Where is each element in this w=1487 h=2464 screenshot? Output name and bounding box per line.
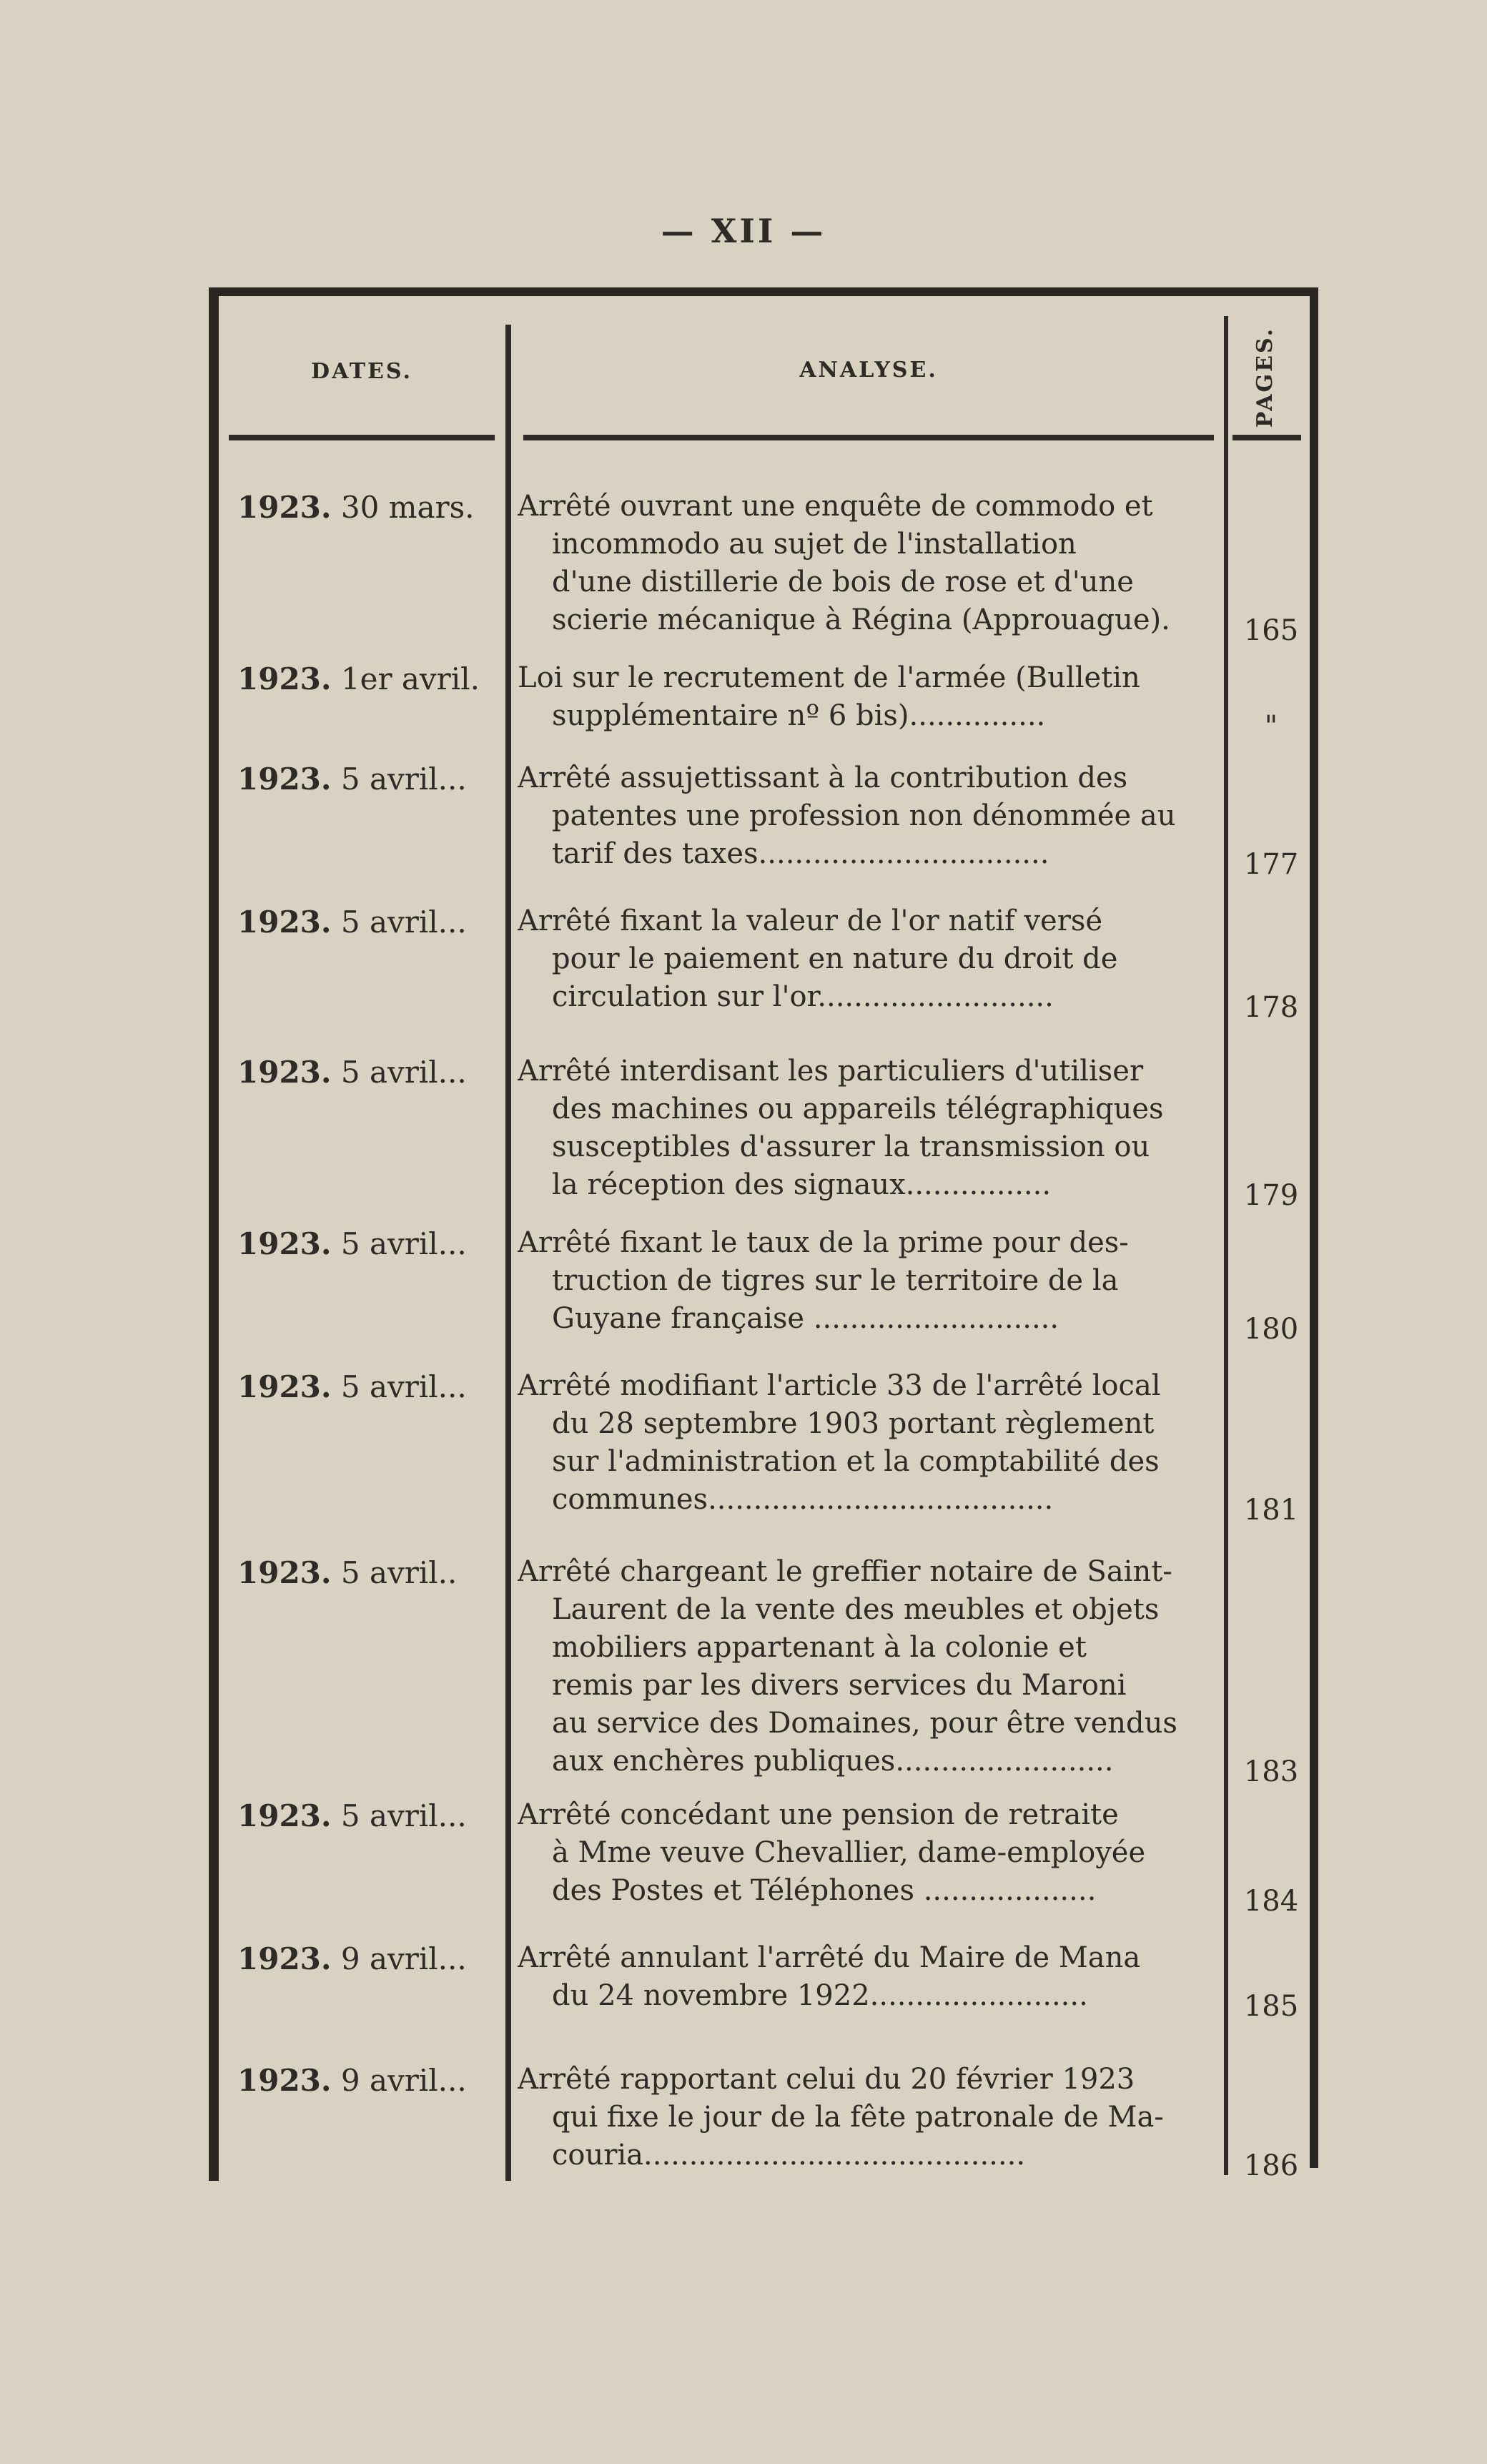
analysis-line: Arrêté interdisant les particuliers d'utiliser (518, 1055, 1144, 1088)
analysis-line: Arrêté annulant l'arrêté du Maire de Mana (518, 1941, 1141, 1974)
entry-page: 180 (1243, 1313, 1299, 1346)
entry-day: 5 avril... (331, 1369, 467, 1404)
left-rule (209, 287, 219, 2181)
analysis-line: des machines ou appareils télégraphiques (552, 1093, 1164, 1125)
entry-year: 1923. (237, 1226, 332, 1261)
entry-year: 1923. (237, 1798, 332, 1833)
analysis-line: Arrêté chargeant le greffier notaire de Saint- (518, 1555, 1172, 1588)
entry-year: 1923. (237, 1555, 332, 1590)
index-table (209, 287, 1318, 2181)
entry-day: 9 avril... (331, 1941, 467, 1976)
analysis-line: supplémentaire nº 6 bis)............... (552, 699, 1046, 732)
analysis-line: sur l'administration et la comptabilité des (552, 1445, 1160, 1478)
analysis-line: au service des Domaines, pour être vendus (552, 1707, 1177, 1740)
entry-analysis (518, 1939, 1224, 2015)
entry-date (237, 1553, 509, 1593)
entry-analysis (518, 1224, 1224, 1338)
column-divider-pages (1224, 316, 1228, 2175)
entry-date (237, 1796, 509, 1836)
entry-analysis (518, 1796, 1224, 1910)
entry-date (237, 1053, 509, 1093)
header-dates: DATES. (311, 359, 412, 384)
entry-date (237, 759, 509, 799)
analysis-line: Guyane française ........................... (552, 1302, 1059, 1335)
page-number: — XII — (661, 212, 826, 250)
analysis-line: Laurent de la vente des meubles et objets (552, 1593, 1160, 1626)
entry-page: 177 (1243, 848, 1299, 881)
entry-year: 1923. (237, 2063, 332, 2098)
entry-analysis (518, 488, 1224, 639)
analysis-line: mobiliers appartenant à la colonie et (552, 1631, 1087, 1664)
analysis-line: circulation sur l'or.......................... (552, 980, 1054, 1013)
analysis-line: incommodo au sujet de l'installation (552, 528, 1077, 561)
entry-day: 5 avril... (331, 1798, 467, 1833)
entry-day: 5 avril... (331, 762, 467, 797)
header-rule-dates (229, 435, 495, 440)
entry-date (237, 902, 509, 942)
entry-year: 1923. (237, 905, 332, 940)
analysis-line: patentes une profession non dénommée au (552, 799, 1176, 832)
analysis-line: qui fixe le jour de la fête patronale de Ma- (552, 2101, 1164, 2134)
entry-page: 165 (1243, 614, 1299, 647)
analysis-line: Loi sur le recrutement de l'armée (Bulletin (518, 661, 1140, 694)
analysis-line: Arrêté modifiant l'article 33 de l'arrêté local (518, 1369, 1161, 1402)
entry-date (237, 1224, 509, 1264)
entry-date (237, 1939, 509, 1979)
entry-date (237, 1367, 509, 1407)
entry-year: 1923. (237, 490, 332, 525)
entry-analysis (518, 902, 1224, 1016)
top-rule (209, 287, 1318, 296)
entry-page: 181 (1243, 1494, 1299, 1527)
analysis-line: Arrêté rapportant celui du 20 février 1923 (518, 2063, 1135, 2096)
analysis-line: truction de tigres sur le territoire de la (552, 1264, 1119, 1297)
analysis-line: pour le paiement en nature du droit de (552, 942, 1118, 975)
header-rule-pages (1232, 435, 1301, 440)
entry-page: 183 (1243, 1755, 1299, 1788)
entry-year: 1923. (237, 762, 332, 797)
header-analyse: ANALYSE. (799, 358, 938, 383)
entry-page: 184 (1243, 1885, 1299, 1918)
entry-day: 9 avril... (331, 2063, 467, 2098)
analysis-line: communes...................................... (552, 1483, 1054, 1516)
entry-year: 1923. (237, 1369, 332, 1404)
analysis-line: du 28 septembre 1903 portant règlement (552, 1407, 1155, 1440)
entry-analysis (518, 1053, 1224, 1204)
entry-analysis (518, 659, 1224, 735)
entry-day: 5 avril... (331, 1226, 467, 1261)
entry-date (237, 659, 509, 699)
entry-page: 178 (1243, 991, 1299, 1024)
analysis-line: aux enchères publiques........................ (552, 1745, 1114, 1778)
analysis-line: Arrêté concédant une pension de retraite (518, 1798, 1119, 1831)
analysis-line: Arrêté ouvrant une enquête de commodo et (518, 490, 1153, 523)
entry-year: 1923. (237, 1941, 332, 1976)
header-rule-analyse (523, 435, 1214, 440)
entry-day: 30 mars. (331, 490, 475, 525)
analysis-line: remis par les divers services du Maroni (552, 1669, 1127, 1702)
header-pages: PAGES. (1253, 326, 1278, 428)
entry-analysis (518, 759, 1224, 873)
entry-analysis (518, 2061, 1224, 2174)
analysis-line: du 24 novembre 1922........................ (552, 1979, 1088, 2012)
entry-day: 5 avril... (331, 905, 467, 940)
analysis-line: à Mme veuve Chevallier, dame-employée (552, 1836, 1146, 1869)
analysis-line: tarif des taxes................................ (552, 837, 1049, 870)
analysis-line: des Postes et Téléphones ................... (552, 1874, 1097, 1907)
analysis-line: d'une distillerie de bois de rose et d'une (552, 566, 1134, 598)
analysis-line: scierie mécanique à Régina (Approuague). (552, 603, 1170, 636)
entry-day: 5 avril.. (331, 1555, 458, 1590)
analysis-line: Arrêté assujettissant à la contribution des (518, 762, 1128, 794)
entry-page: 179 (1243, 1179, 1299, 1212)
entry-date (237, 2061, 509, 2101)
entry-year: 1923. (237, 1055, 332, 1090)
entry-analysis (518, 1367, 1224, 1519)
entry-date (237, 488, 509, 528)
entry-year: 1923. (237, 661, 332, 696)
right-rule (1310, 287, 1318, 2168)
analysis-line: Arrêté fixant la valeur de l'or natif versé (518, 905, 1103, 937)
analysis-line: Arrêté fixant le taux de la prime pour des- (518, 1226, 1129, 1259)
entry-page: 185 (1243, 1990, 1299, 2023)
entry-day: 5 avril... (331, 1055, 467, 1090)
analysis-line: susceptibles d'assurer la transmission ou (552, 1130, 1150, 1163)
entry-day: 1er avril. (331, 661, 480, 696)
analysis-line: la réception des signaux................ (552, 1168, 1052, 1201)
analysis-line: couria.......................................... (552, 2139, 1026, 2172)
entry-analysis (518, 1553, 1224, 1780)
entry-page: 186 (1243, 2149, 1299, 2182)
entry-page: " (1264, 710, 1278, 743)
